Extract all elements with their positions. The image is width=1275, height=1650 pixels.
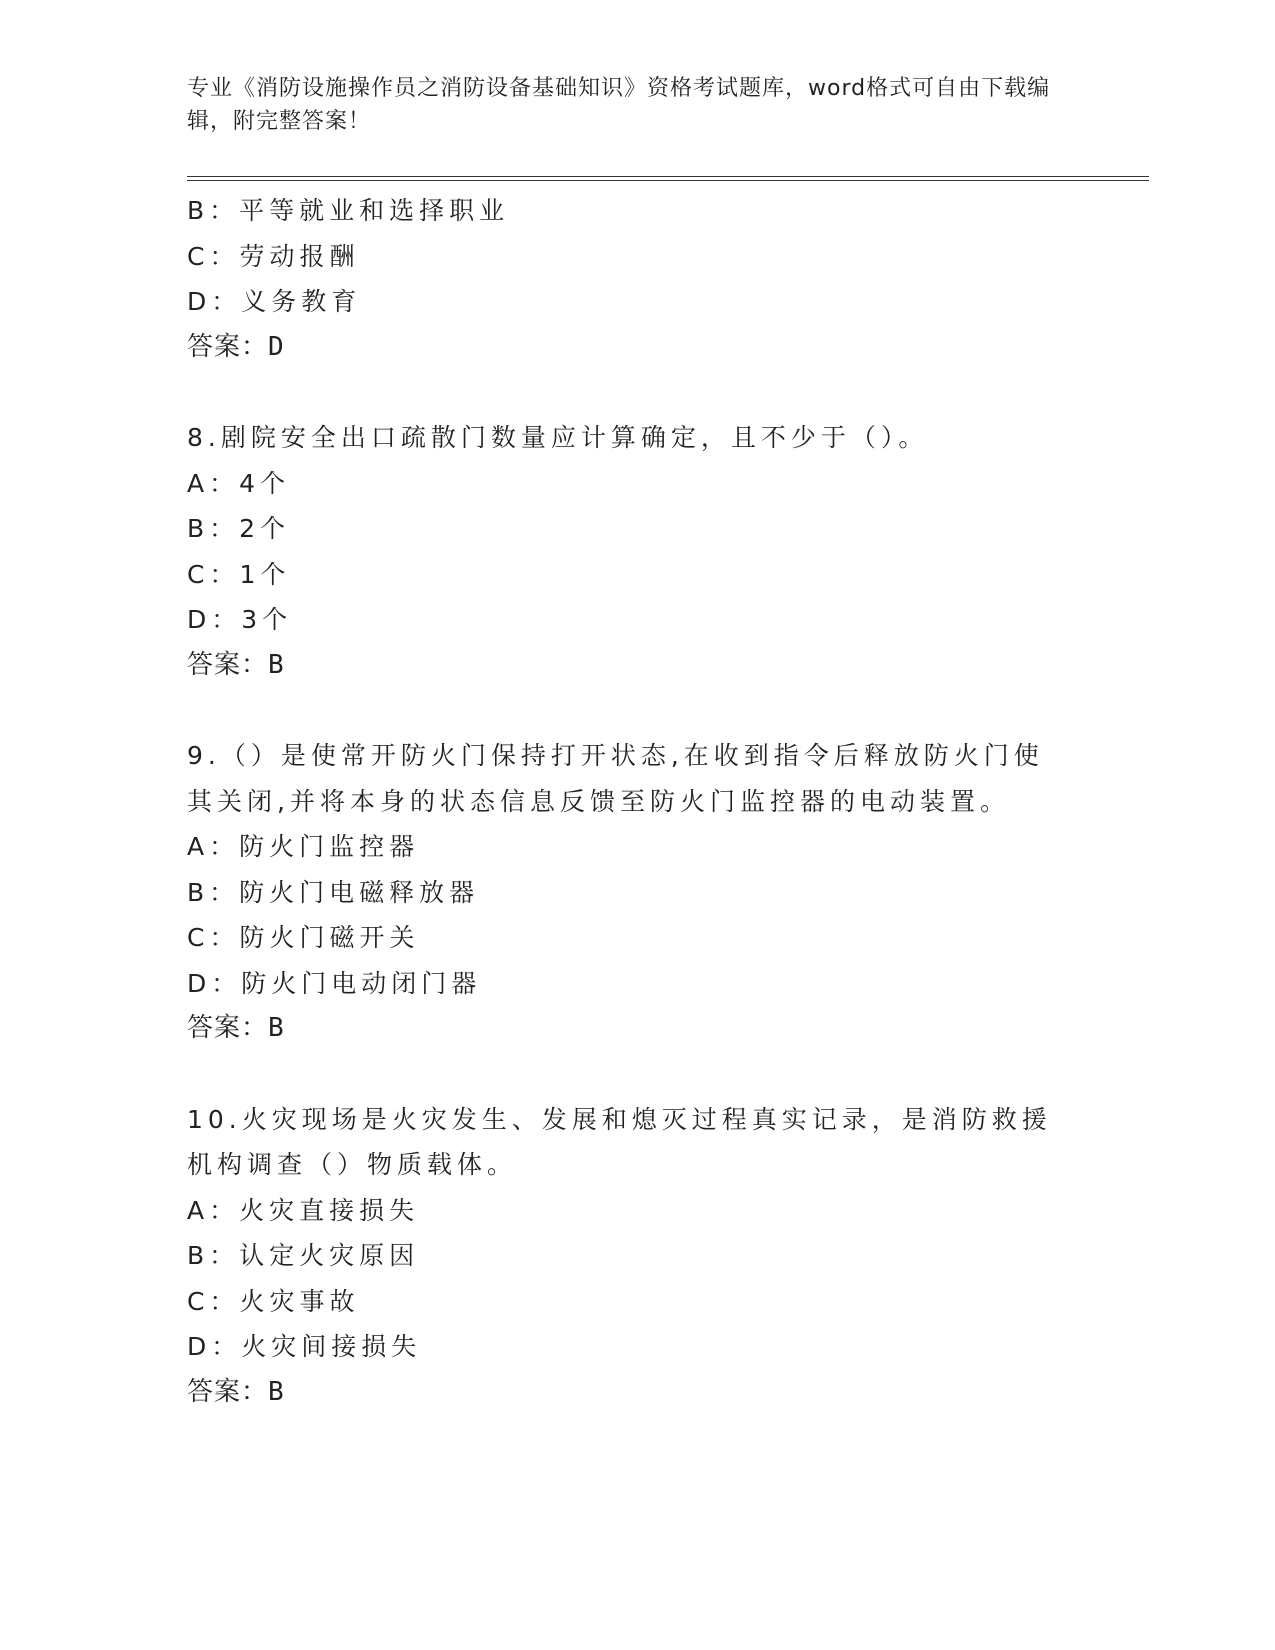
answer-line [187, 1006, 1087, 1052]
option-d: D：火灾间接损失 [187, 1332, 422, 1361]
question-continued [187, 188, 1087, 370]
option-b: B：平等就业和选择职业 [187, 196, 510, 225]
question-stem: 9.（）是使常开防火门保持打开状态,在收到指令后释放防火门使其关闭,并将本身的状态信息反馈至防火门监控器的电动装置。 [187, 741, 1044, 816]
option-a: A：防火门监控器 [187, 832, 420, 861]
answer-line [187, 643, 1087, 689]
option-a: A：火灾直接损失 [187, 1195, 420, 1225]
option-a: A：4个 [187, 468, 291, 498]
option-d: D：3个 [187, 605, 293, 634]
question-8 [187, 415, 1087, 688]
question-10 [187, 1097, 1087, 1416]
question-stem: 8.剧院安全出口疏散门数量应计算确定，且不少于（）。 [187, 423, 929, 452]
option-c: C：防火门磁开关 [187, 923, 420, 952]
answer-label: 答案： [187, 1376, 269, 1407]
question-list [187, 188, 1087, 1415]
option-c: C：劳动报酬 [187, 241, 360, 271]
question-stem: 10.火灾现场是火灾发生、发展和熄灭过程真实记录，是消防救援机构调查（）物质载体。 [187, 1104, 1052, 1179]
option-b: B：认定火灾原因 [187, 1241, 420, 1270]
option-d: D：义务教育 [187, 287, 362, 316]
option-b: B：2个 [187, 514, 291, 543]
answer-label: 答案： [187, 331, 269, 362]
option-d: D：防火门电动闭门器 [187, 968, 482, 998]
answer-line [187, 1370, 1087, 1416]
answer-value: D [268, 331, 285, 362]
document-header: 专业《消防设施操作员之消防设备基础知识》资格考试题库，word格式可自由下载编辑，附完整答案！ [187, 76, 1051, 134]
answer-value: B [268, 1013, 285, 1043]
answer-value: B [268, 1376, 285, 1407]
option-b: B：防火门电磁释放器 [187, 877, 480, 907]
answer-value: B [268, 649, 285, 680]
question-9 [187, 733, 1087, 1052]
option-c: C：1个 [187, 559, 291, 589]
header-divider [187, 176, 1149, 181]
answer-line [187, 325, 1087, 371]
answer-label: 答案： [187, 1013, 269, 1043]
answer-label: 答案： [187, 649, 269, 680]
option-c: C：火灾事故 [187, 1286, 360, 1316]
